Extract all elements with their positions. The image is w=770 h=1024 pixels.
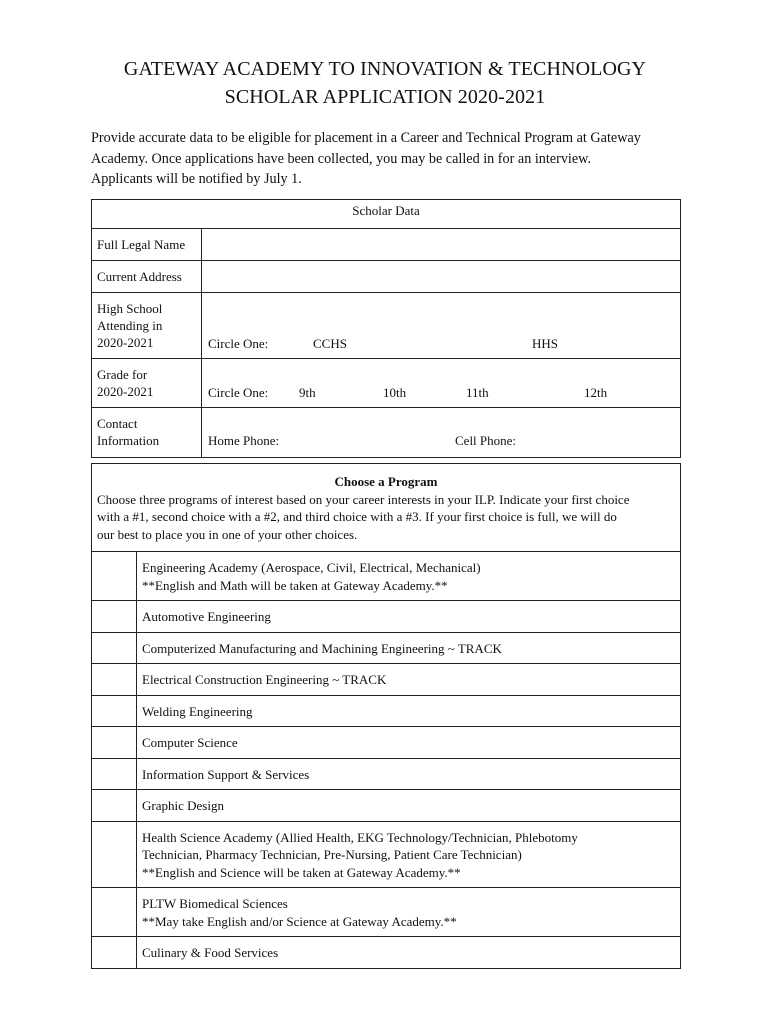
form-subtitle: SCHOLAR APPLICATION 2020-2021	[224, 86, 546, 108]
program-row	[92, 632, 681, 664]
program-option	[137, 664, 681, 696]
program-option	[137, 601, 681, 633]
program-option-text: Electrical Construction Engineering ~ TRACK	[142, 672, 387, 687]
grade-label: Grade for 2020-2021	[92, 359, 202, 408]
option-hhs[interactable]: HHS	[532, 336, 559, 351]
program-row	[92, 664, 681, 696]
choose-program-heading: Choose a Program	[334, 474, 438, 489]
full-legal-name-field[interactable]	[202, 229, 681, 261]
program-option-text: Culinary & Food Services	[142, 945, 279, 960]
program-instructions-line: with a #1, second choice with a #2, and third choice with a #3. If your first choice is full, we will do	[97, 509, 617, 524]
intro-line: Academy. Once applications have been collected, you may be called in for an interview.	[91, 150, 592, 167]
program-row	[92, 695, 681, 727]
program-rank-box[interactable]	[92, 821, 137, 888]
program-row	[92, 727, 681, 759]
program-option-text: Automotive Engineering	[142, 609, 271, 624]
program-option	[137, 695, 681, 727]
option-10th[interactable]: 10th	[383, 385, 407, 400]
program-row	[92, 937, 681, 969]
home-phone-label: Home Phone:	[208, 433, 280, 448]
program-rank-box[interactable]	[92, 937, 137, 969]
form-title: GATEWAY ACADEMY TO INNOVATION & TECHNOLOGY	[123, 58, 647, 80]
circle-one-label: Circle One:	[208, 336, 269, 351]
full-legal-name-label: Full Legal Name	[92, 229, 202, 261]
program-option-text: Welding Engineering	[142, 703, 253, 719]
program-rank-box[interactable]	[92, 888, 137, 937]
program-row	[92, 821, 681, 888]
program-row	[92, 601, 681, 633]
program-row	[92, 790, 681, 822]
program-option	[137, 632, 681, 664]
scholar-data-heading: Scholar Data	[92, 200, 681, 229]
program-rank-box[interactable]	[92, 790, 137, 822]
program-option-text: Information Support & Services	[142, 766, 310, 782]
program-option-text: **May take English and/or Science at Gateway Academy.**	[142, 913, 457, 929]
program-option	[137, 937, 681, 969]
high-school-field[interactable]	[202, 293, 681, 359]
program-option-text: Engineering Academy (Aerospace, Civil, Electrical, Mechanical)	[142, 560, 481, 575]
program-option-text: Health Science Academy (Allied Health, EKG Technology/Technician, Phlebotomy	[142, 829, 578, 845]
program-option-text: PLTW Biomedical Sciences	[142, 896, 288, 911]
contact-field[interactable]	[202, 408, 681, 458]
program-row	[92, 888, 681, 937]
option-9th[interactable]: 9th	[299, 385, 316, 400]
program-option-text: Computerized Manufacturing and Machining Engineering ~ TRACK	[142, 640, 502, 656]
option-12th[interactable]: 12th	[584, 385, 608, 400]
program-option-text: Technician, Pharmacy Technician, Pre-Nursing, Patient Care Technician)	[142, 847, 522, 862]
program-option	[137, 790, 681, 822]
program-option-text: Graphic Design	[142, 798, 224, 813]
intro-line: Applicants will be notified by July 1.	[91, 171, 302, 187]
current-address-field[interactable]	[202, 261, 681, 293]
program-rank-box[interactable]	[92, 601, 137, 633]
circle-one-label: Circle One:	[208, 385, 269, 400]
program-rank-box[interactable]	[92, 695, 137, 727]
intro-line: Provide accurate data to be eligible for placement in a Career and Technical Program at Gateway	[91, 130, 641, 146]
program-rank-box[interactable]	[92, 727, 137, 759]
program-row	[92, 552, 681, 601]
program-rank-box[interactable]	[92, 758, 137, 790]
program-option-text: **English and Math will be taken at Gateway Academy.**	[142, 577, 448, 593]
program-choice-table	[91, 463, 681, 969]
contact-label: Contact Information	[92, 408, 202, 458]
grade-field[interactable]	[202, 359, 681, 408]
program-option-text: **English and Science will be taken at Gateway Academy.**	[142, 864, 461, 880]
current-address-label: Current Address	[92, 261, 202, 293]
program-option	[137, 758, 681, 790]
program-instructions-line: our best to place you in one of your other choices.	[97, 526, 358, 542]
high-school-label: High School Attending in 2020-2021	[92, 293, 202, 359]
scholar-data-table	[91, 199, 681, 458]
program-rank-box[interactable]	[92, 632, 137, 664]
program-rank-box[interactable]	[92, 552, 137, 601]
program-option	[137, 727, 681, 759]
option-11th[interactable]: 11th	[466, 385, 489, 400]
intro-paragraph	[91, 128, 691, 190]
program-option-text: Computer Science	[142, 735, 238, 750]
program-option	[137, 552, 681, 601]
program-instructions-line: Choose three programs of interest based on your career interests in your ILP. Indicate your first choice	[97, 491, 630, 507]
program-option	[137, 821, 681, 888]
cell-phone-label: Cell Phone:	[455, 433, 517, 448]
program-heading-cell	[92, 464, 681, 552]
program-option	[137, 888, 681, 937]
program-row	[92, 758, 681, 790]
option-cchs[interactable]: CCHS	[313, 336, 347, 351]
program-rank-box[interactable]	[92, 664, 137, 696]
